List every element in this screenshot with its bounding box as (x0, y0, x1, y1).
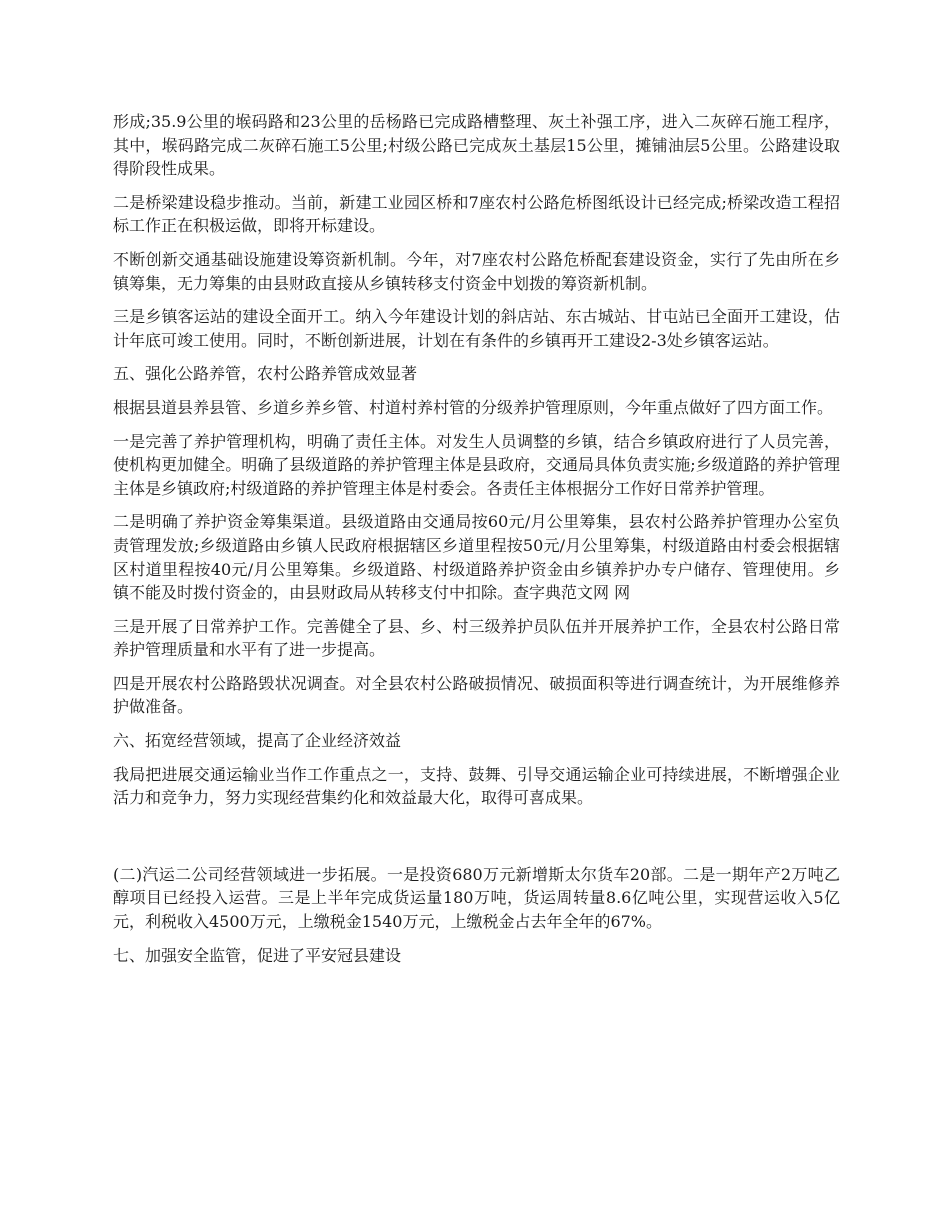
paragraph-funding-mechanism: 不断创新交通基础设施建设筹资新机制。今年，对7座农村公路危桥配套建设资金，实行了先由所在乡镇筹集，无力筹集的由县财政直接从乡镇转移支付资金中划拨的筹资新机制。 (113, 249, 840, 293)
paragraph-bridge-construction: 二是桥梁建设稳步推动。当前，新建工业园区桥和7座农村公路危桥图纸设计已经完成;桥梁改造工程招标工作正在积极运做，即将开标建设。 (113, 192, 840, 236)
document-body (113, 110, 840, 977)
paragraph-maintenance-organization: 一是完善了养护管理机构，明确了责任主体。对发生人员调整的乡镇，结合乡镇政府进行了人员完善，使机构更加健全。明确了县级道路的养护管理主体是县政府，交通局具体负责实施;乡级道路的养护管理主体是乡镇政府;村级道路的养护管理主体是村委会。各责任主体根据分工作好日常养护管理。 (113, 431, 840, 498)
paragraph-daily-maintenance: 三是开展了日常养护工作。完善健全了县、乡、村三级养护员队伍并开展养护工作，全县农村公路日常养护管理质量和水平有了进一步提高。 (113, 616, 840, 660)
paragraph-maintenance-funding: 二是明确了养护资金筹集渠道。县级道路由交通局按60元/月公里筹集，县农村公路养护管理办公室负责管理发放;乡级道路由乡镇人民政府根据辖区乡道里程按50元/月公里筹集，村级道路由村委会根据辖区村道里程按40元/月公里筹集。乡级道路、村级道路养护资金由乡镇养护办专户储存、管理使用。乡镇不能及时拨付资金的，由县财政局从转移支付中扣除。查字典范文网 网 (113, 512, 840, 603)
paragraph-maintenance-principle: 根据县道县养县管、乡道乡养乡管、村道村养村管的分级养护管理原则，今年重点做好了四方面工作。 (113, 397, 834, 417)
paragraph-road-progress: 形成;35.9公里的堠码路和23公里的岳杨路已完成路槽整理、灰土补强工序，进入二灰碎石施工程序，其中，堠码路完成二灰碎石施工5公里;村级公路已完成灰土基层15公里，摊铺油层5公里。公路建设取得阶段性成果。 (113, 112, 840, 179)
paragraph-business-focus: 我局把进展交通运输业当作工作重点之一，支持、鼓舞、引导交通运输企业可持续进展，不断增强企业活力和竞争力，努力实现经营集约化和效益最大化，取得可喜成果。 (113, 764, 840, 808)
section-heading-business: 六、拓宽经营领域，提高了企业经济效益 (113, 731, 402, 751)
section-heading-maintenance: 五、强化公路养管，农村公路养管成效显著 (113, 364, 418, 384)
paragraph-transport-company: (二)汽运二公司经营领域进一步拓展。一是投资680万元新增斯太尔货车20部。二是一期年产2万吨乙醇项目已经投入运营。三是上半年完成货运量180万吨，货运周转量8.6亿吨公里，实现营运收入5亿元，利税收入4500万元，上缴税金1540万元，上缴税金占去年全年的67%。 (113, 864, 840, 932)
section-heading-safety: 七、加强安全监管，促进了平安冠县建设 (113, 945, 402, 965)
paragraph-damage-survey: 四是开展农村公路路毁状况调查。对全县农村公路破损情况、破损面积等进行调查统计，为开展维修养护做准备。 (113, 673, 840, 717)
blank-gap (113, 820, 840, 863)
paragraph-bus-stations: 三是乡镇客运站的建设全面开工。纳入今年建设计划的斜店站、东古城站、甘屯站已全面开工建设，估计年底可竣工使用。同时，不断创新进展，计划在有条件的乡镇再开工建设2-3处乡镇客运站。 (113, 307, 840, 350)
